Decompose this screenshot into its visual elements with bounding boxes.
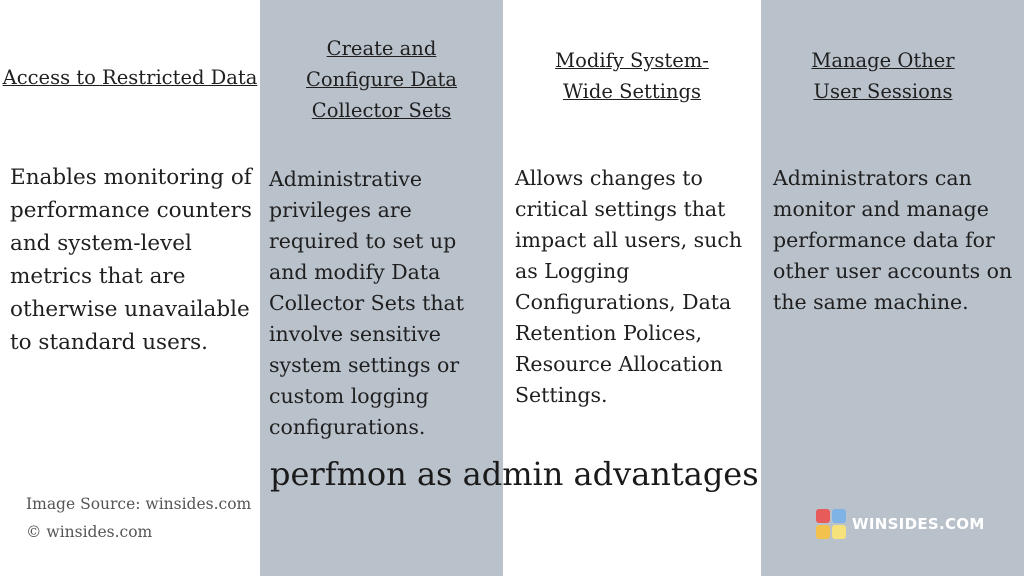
column-body: Administrators can monitor and manage performance data for other user accounts on the same machine. (773, 166, 1013, 314)
copyright-text: © winsides.com (26, 523, 153, 541)
column-body: Enables monitoring of performance counters and system-level metrics that are otherwise unavailable to standard users. (10, 165, 252, 355)
column-body: Administrative privileges are required to set up and modify Data Collector Sets that involve sensitive system settings or custom logging configurations. (269, 167, 465, 439)
column-heading: Access to Restricted Data (2, 66, 258, 89)
column-heading: Manage Other User Sessions (811, 49, 955, 103)
column-heading: Create and Configure Data Collector Sets (305, 37, 458, 122)
logo-tile (832, 525, 846, 539)
column-body: Allows changes to critical settings that impact all users, such as Logging Configurations, Data Retention Polices, Resource Allocation Settings. (515, 166, 743, 407)
caption-title: perfmon as admin advantages (270, 455, 759, 493)
column-heading: Modify System- Wide Settings (555, 49, 709, 103)
column-user-sessions (761, 0, 1024, 576)
logo-tile (816, 509, 830, 523)
logo-text: WINSIDES.COM (852, 515, 985, 533)
image-source-text: Image Source: winsides.com (26, 495, 252, 513)
column-restricted-data (0, 0, 260, 576)
windows-logo-icon (816, 509, 846, 539)
winsides-logo (816, 509, 985, 539)
logo-tile (832, 509, 846, 523)
logo-tile (816, 525, 830, 539)
